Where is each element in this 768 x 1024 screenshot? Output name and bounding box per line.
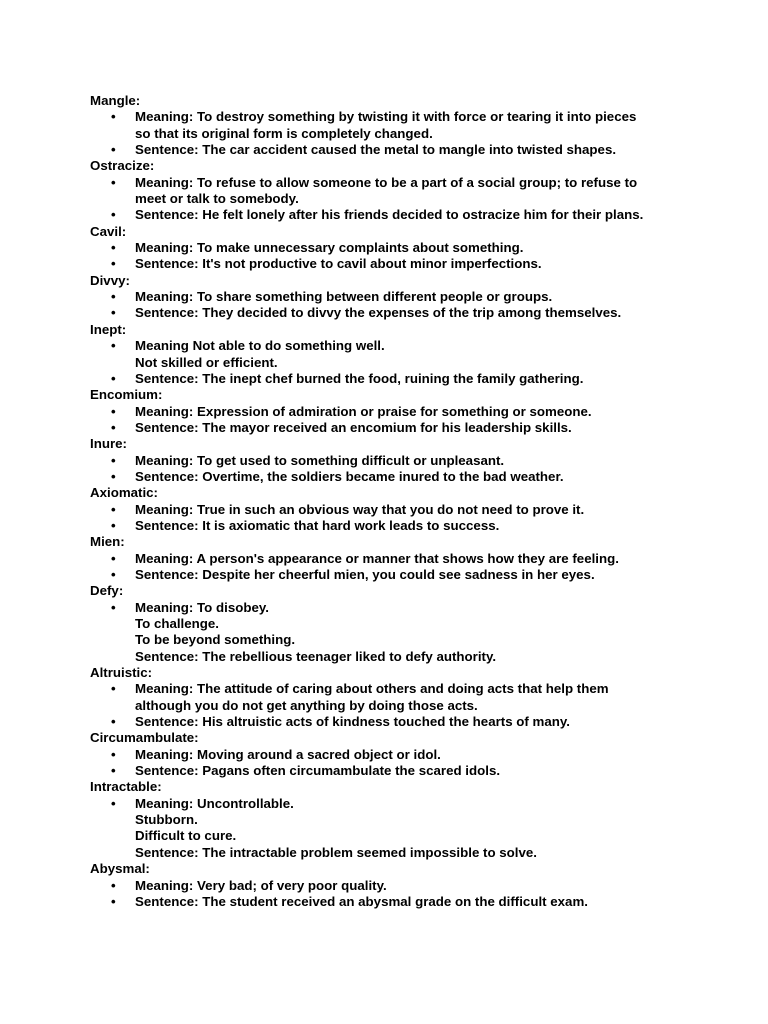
- bullet-text-line: Meaning: Uncontrollable.: [135, 795, 294, 811]
- vocab-term: Encomium:: [90, 387, 163, 403]
- bullet-item: [90, 338, 665, 371]
- bullet-icon: •: [111, 142, 116, 158]
- bullet-item: [90, 207, 665, 223]
- bullet-text-line: meet or talk to somebody.: [135, 191, 299, 207]
- bullet-item: [90, 420, 665, 436]
- vocab-term: Altruistic:: [90, 665, 153, 681]
- bullet-icon: •: [111, 599, 116, 615]
- bullet-text-line: Meaning: To make unnecessary complaints about something.: [135, 240, 524, 256]
- bullet-text-line: Meaning: True in such an obvious way that you do not need to prove it.: [135, 501, 585, 517]
- bullet-text-line: To be beyond something.: [135, 632, 296, 648]
- bullet-icon: •: [111, 517, 116, 533]
- bullet-icon: •: [111, 289, 116, 305]
- vocab-entry: [90, 861, 710, 910]
- bullet-item: [90, 681, 665, 714]
- bullet-text-line: Sentence: The rebellious teenager liked to defy authority.: [135, 648, 497, 664]
- bullet-item: [90, 142, 665, 158]
- vocab-term: Ostracize:: [90, 158, 155, 174]
- bullet-item: [90, 109, 665, 142]
- bullet-icon: •: [111, 746, 116, 762]
- bullet-text-line: Sentence: Despite her cheerful mien, you could see sadness in her eyes.: [135, 566, 595, 582]
- bullet-item: [90, 878, 665, 894]
- vocab-entry: [90, 158, 710, 223]
- bullet-text-line: Difficult to cure.: [135, 828, 237, 844]
- vocab-term: Abysmal:: [90, 861, 150, 877]
- bullet-text-line: Not skilled or efficient.: [135, 354, 278, 370]
- bullet-icon: •: [111, 419, 116, 435]
- bullet-text-line: Meaning: Very bad; of very poor quality.: [135, 877, 387, 893]
- bullet-item: [90, 600, 665, 665]
- bullet-item: [90, 371, 665, 387]
- bullet-item: [90, 502, 665, 518]
- vocab-term: Inept:: [90, 321, 127, 337]
- bullet-icon: •: [111, 452, 116, 468]
- bullet-icon: •: [111, 305, 116, 321]
- bullet-icon: •: [111, 370, 116, 386]
- bullet-icon: •: [111, 763, 116, 779]
- bullet-text-line: so that its original form is completely changed.: [135, 125, 433, 141]
- bullet-icon: •: [111, 468, 116, 484]
- bullet-text-line: Meaning Not able to do something well.: [135, 338, 385, 354]
- bullet-item: [90, 175, 665, 208]
- vocab-entry: [90, 534, 710, 583]
- bullet-text-line: Meaning: To destroy something by twisting it with force or tearing it into pieces: [135, 109, 637, 125]
- bullet-text-line: Meaning: A person's appearance or manner that shows how they are feeling.: [135, 550, 619, 566]
- bullet-text-line: Sentence: It is axiomatic that hard work leads to success.: [135, 517, 500, 533]
- bullet-text-line: Meaning: To share something between different people or groups.: [135, 289, 553, 305]
- bullet-icon: •: [111, 240, 116, 256]
- vocab-entry: [90, 665, 710, 730]
- bullet-item: [90, 894, 665, 910]
- bullet-icon: •: [111, 795, 116, 811]
- bullet-icon: •: [111, 207, 116, 223]
- bullet-text-line: Sentence: He felt lonely after his friends decided to ostracize him for their plans.: [135, 207, 644, 223]
- bullet-text-line: Sentence: It's not productive to cavil about minor imperfections.: [135, 256, 542, 272]
- bullet-icon: •: [111, 550, 116, 566]
- bullet-text-line: Sentence: They decided to divvy the expenses of the trip among themselves.: [135, 305, 622, 321]
- bullet-icon: •: [111, 566, 116, 582]
- bullet-text-line: Meaning: To get used to something difficult or unpleasant.: [135, 452, 505, 468]
- vocab-term: Inure:: [90, 436, 127, 452]
- bullet-item: [90, 240, 665, 256]
- bullet-item: [90, 567, 665, 583]
- bullet-item: [90, 551, 665, 567]
- bullet-icon: •: [111, 714, 116, 730]
- bullet-item: [90, 453, 665, 469]
- vocab-entry: [90, 485, 710, 534]
- bullet-text-line: Sentence: The intractable problem seemed impossible to solve.: [135, 844, 537, 860]
- vocab-entry: [90, 436, 710, 485]
- bullet-text-line: Sentence: His altruistic acts of kindness touched the hearts of many.: [135, 714, 570, 730]
- vocab-entry: [90, 779, 710, 861]
- bullet-icon: •: [111, 681, 116, 697]
- bullet-item: [90, 796, 665, 861]
- vocab-entry: [90, 273, 710, 322]
- bullet-item: [90, 289, 665, 305]
- bullet-text-line: Meaning: The attitude of caring about others and doing acts that help them: [135, 681, 609, 697]
- bullet-text-line: Meaning: Expression of admiration or praise for something or someone.: [135, 403, 592, 419]
- vocab-term: Divvy:: [90, 272, 130, 288]
- vocab-term: Cavil:: [90, 223, 127, 239]
- vocab-entry: [90, 730, 710, 779]
- bullet-text-line: Sentence: The mayor received an encomium for his leadership skills.: [135, 419, 572, 435]
- vocab-term: Circumambulate:: [90, 730, 199, 746]
- bullet-item: [90, 714, 665, 730]
- bullet-item: [90, 469, 665, 485]
- bullet-icon: •: [111, 174, 116, 190]
- bullet-text-line: Sentence: Overtime, the soldiers became inured to the bad weather.: [135, 468, 564, 484]
- bullet-icon: •: [111, 893, 116, 909]
- vocab-entry: [90, 93, 710, 158]
- bullet-text-line: although you do not get anything by doing those acts.: [135, 697, 478, 713]
- bullet-text-line: Meaning: Moving around a sacred object or idol.: [135, 746, 441, 762]
- bullet-text-line: Meaning: To refuse to allow someone to be a part of a social group; to refuse to: [135, 174, 638, 190]
- vocab-term: Axiomatic:: [90, 485, 158, 501]
- bullet-text-line: Sentence: Pagans often circumambulate the scared idols.: [135, 763, 501, 779]
- bullet-item: [90, 404, 665, 420]
- bullet-item: [90, 518, 665, 534]
- bullet-text-line: To challenge.: [135, 616, 219, 631]
- bullet-icon: •: [111, 877, 116, 893]
- vocab-term: Defy:: [90, 583, 124, 599]
- vocab-entry: [90, 224, 710, 273]
- vocab-entry: [90, 387, 710, 436]
- bullet-text-line: Sentence: The inept chef burned the food, ruining the family gathering.: [135, 370, 584, 386]
- bullet-item: [90, 763, 665, 779]
- bullet-text-line: Sentence: The student received an abysmal grade on the difficult exam.: [135, 893, 588, 909]
- bullet-icon: •: [111, 501, 116, 517]
- bullet-icon: •: [111, 403, 116, 419]
- bullet-text-line: Sentence: The car accident caused the metal to mangle into twisted shapes.: [135, 142, 617, 158]
- bullet-text-line: Stubborn.: [135, 812, 198, 828]
- vocab-term: Intractable:: [90, 779, 162, 795]
- bullet-icon: •: [111, 256, 116, 272]
- bullet-item: [90, 256, 665, 272]
- bullet-text-line: Meaning: To disobey.: [135, 599, 269, 615]
- vocab-term: Mangle:: [90, 93, 141, 108]
- vocabulary-document: [90, 93, 710, 910]
- vocab-entry: [90, 322, 710, 387]
- vocab-term: Mien:: [90, 534, 125, 550]
- bullet-icon: •: [111, 338, 116, 354]
- bullet-item: [90, 747, 665, 763]
- bullet-item: [90, 305, 665, 321]
- vocab-entry: [90, 583, 710, 665]
- bullet-icon: •: [111, 109, 116, 125]
